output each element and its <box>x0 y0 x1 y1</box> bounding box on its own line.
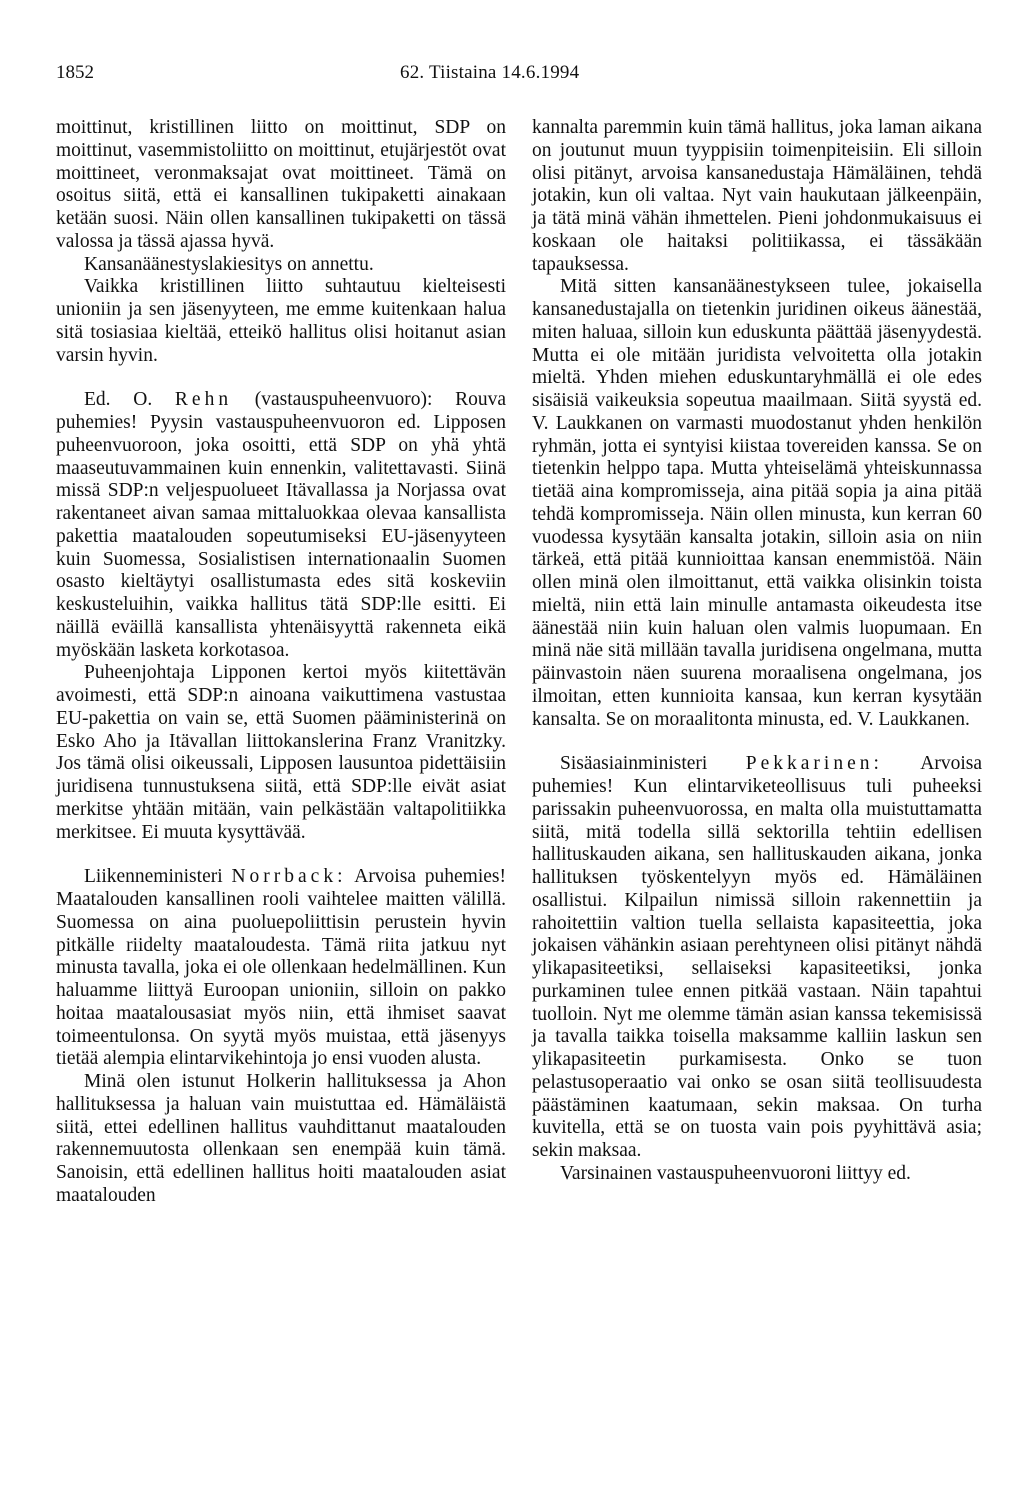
speaker-title: Ed. O. <box>84 389 153 411</box>
paragraph: Mitä sitten kansanäänestykseen tulee, jokaisella kansanedustajalla on tietenkin juridinen oikeus äänestää, miten haluaa, silloin kun eduskunta päättää jäsenyydestä. Mutta ei ole mitään juridista velvoitetta olla jotakin mieltä. Yhden miehen eduskuntaryhmällä ei ole edes sisäisiä vaikeuksia sopeutua maailmaan. Siitä syystä ed. V. Laukkanen on varmasti muodostanut yhden henkilön ryhmän, jotta ei syntyisi kiistaa tovereiden kanssa. Se on tietenkin helppo tapa. Mutta yhteiselämä yhteiskunnassa tietää aina kompromisseja, aina pitää sopia ja aina pitää tehdä kompromisseja. Näin ollen minusta, kun kerran 60 vuodessa kysytään kansalta jotakin, silloin asia on niin tärkeä, että pitää kunnioittaa kansan enemmistöä. Näin ollen minä olen ilmoittanut, että vaikka olisinkin toista mieltä, niin että lain minulle antamasta oikeudesta itse äänestää niin kuin haluan olen valmis luopumaan. En minä näe sitä millään tavalla juridisena ongelmana, mutta päinvastoin näen suurena moraalisena ongelmana, jos ilmoitan, etten kunnioita kansaa, kun kerran kysytään kansalta. Se on moraalitonta minusta, ed. V. Laukkanen. <box>532 276 982 730</box>
paragraph: Vaikka kristillinen liitto suhtautuu kielteisesti unioniin ja sen jäsenyyteen, me emme kuitenkaan halua sitä tosiasiaa kieltää, etteikö hallitus olisi hoitanut asian varsin hyvin. <box>56 276 506 366</box>
speech-text: Arvoisa puhemies! Maatalouden kansallinen rooli vaihtelee maitten välillä. Suomessa on aina puoluepoliittisin perustein hyvin pitkälle riidelty maataloudesta. Tämä riita jatkuu nyt minusta tavalla, joka ei ole ollenkaan hedelmällinen. Kun haluamme liittyä Euroopan unioniin, silloin on pakko hoitaa maatalousasiat myös niin, että ihmiset saavat toimeentulonsa. On syytä myös muistaa, että jäsenyys tietää alempia elintarvikehintoja jo ensi vuoden alusta. <box>56 866 506 1070</box>
speech-paragraph <box>56 389 506 662</box>
speaker-name: Pekkarinen: <box>745 753 883 775</box>
speech-paragraph <box>532 753 982 1163</box>
paragraph: Kansanäänestyslakiesitys on annettu. <box>84 253 374 275</box>
speaker-name: Norrback: <box>231 866 347 888</box>
speech-text: Arvoisa puhemies! Kun elintarviketeollisuus tuli puheeksi parissakin puheenvuorossa, en malta olla muistuttamatta siitä, mitä todella sillä sektorilla tehtiin edellisen hallituskauden aikana, sen hallituskauden aikana, jonka hallituksen työskentelyyn myös ed. Hämäläinen osallistui. Kilpailun nimissä silloin rakennettiin ja rahoitettiin valtion tuella sellaista kapasiteettia, joka jokaisen vähänkin asiaan perehtyneen olisi pitänyt nähdä ylikapasiteetiksi, sellaiseksi kapasiteetiksi, jonka purkaminen tulee ennen pitkää vastaan. Näin tapahtui tuolloin. Nyt me olemme tämän asian kanssa tekemisissä ja tavalla taikka toisella maksamme kalliin laskun sen ylikapasiteetin purkamisesta. Onko se tuon pelastusoperaatio vai onko se osan siitä teollisuudesta päästäminen kaatumaan, sekin maksaa. On turha kuvitella, että se on tuosta vain pois pyyhittävä asia; sekin maksaa. <box>532 753 982 1161</box>
session-title: 62. Tiistaina 14.6.1994 <box>400 62 580 83</box>
paragraph: moittinut, kristillinen liitto on moittinut, SDP on moittinut, vasemmistoliitto on moittinut, etujärjestöt ovat moittineet, veronmaksajat ovat moittineet. Tämä on osoitus siitä, että ei kansallinen tukipaketti ainakaan ketään suosi. Näin ollen kansallinen tukipaketti on tässä valossa ja tässä ajassa hyvä. <box>56 117 506 252</box>
speaker-title: Liikenneministeri <box>84 866 223 888</box>
left-column <box>56 117 506 1208</box>
page-header <box>56 62 968 88</box>
paragraph: Puheenjohtaja Lipponen kertoi myös kiitettävän avoimesti, että SDP:n ainoana vaikuttimena vastustaa EU-pakettia on vain se, että Suomen pääministerinä on Esko Aho ja Itävallan liittokanslerina Franz Vranitzky. Jos tämä olisi oikeussali, Lipposen lausuntoa pidettäisiin juridisena tunnustuksena siitä, että SDP:lle eivät asiat merkitse yhtään mitään, vain pelkästään valtapolitiikka merkitsee. Ei muuta kysyttävää. <box>56 662 506 843</box>
paragraph: Varsinainen vastauspuheenvuoroni liittyy ed. <box>560 1162 911 1184</box>
page-number: 1852 <box>56 62 94 83</box>
paragraph: kannalta paremmin kuin tämä hallitus, joka laman aikana on joutunut muun tyyppisiin toimenpiteisiin. Eli silloin olisi pitänyt, arvoisa kansanedustaja Hämäläinen, tehdä jotakin, kun oli valtaa. Nyt vain haukutaan jälkeenpäin, ja tätä minä vähän ihmettelen. Pieni johdonmukaisuus ei koskaan ole haitaksi politiikassa, ei tässäkään tapauksessa. <box>532 117 982 275</box>
speaker-name: Rehn <box>174 389 233 411</box>
speech-paragraph <box>56 866 506 1071</box>
right-column <box>532 117 982 1186</box>
paragraph: Minä olen istunut Holkerin hallituksessa ja Ahon hallituksessa ja haluan vain muistuttaa ed. Hämäläistä siitä, ettei edellinen hallitus vauhdittanut maatalouden rakennemuutosta ollenkaan sen enempää kuin tämä. Sanoisin, että edellinen hallitus hoiti maatalouden asiat maatalouden <box>56 1071 506 1206</box>
speaker-title: Sisäasiainministeri <box>560 753 708 775</box>
speech-text: (vastauspuheenvuoro): Rouva puhemies! Pyysin vastauspuheenvuoron ed. Lipposen puheenvuoroon, joka osoitti, että SDP on yhä yhtä maaseutuvammainen kuin ennenkin, valitettavasti. Siinä missä SDP:n veljespuolueet Itävallassa ja Norjassa ovat rakentaneet aivan samaa mittaluokkaa olevaa kansallista pakettia maatalouden sopeutumiseksi EU-jäsenyyteen kuin Suomessa, Sosialistisen internationaalin Suomen osasto kieltäytyi osallistumasta edes sitä koskeviin keskusteluihin, vaikka hallitus tätä SDP:lle esitti. Ei näillä eväillä kansallista yhtenäisyyttä rakenneta eikä myöskään lasketa korkotasoa. <box>56 389 507 661</box>
